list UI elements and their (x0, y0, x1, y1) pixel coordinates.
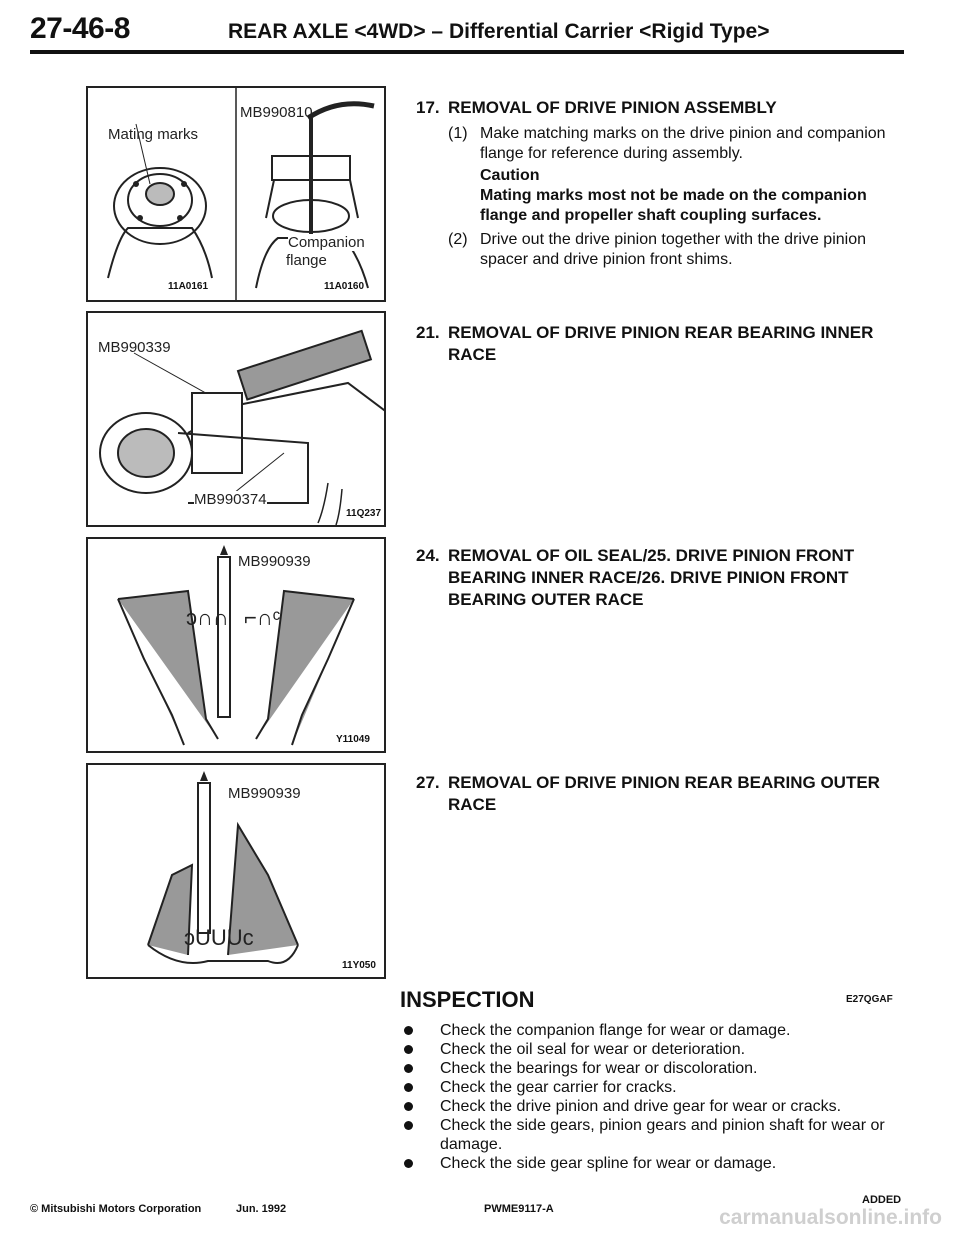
figure-front-bearing-races (86, 537, 386, 753)
section-title: REMOVAL OF DRIVE PINION REAR BEARING OUTER RACE (448, 773, 880, 814)
figure-code: 11A0160 (324, 281, 365, 292)
step-number: (1) (448, 125, 468, 142)
inspection-item-text: Check the side gear spline for wear or damage. (440, 1155, 777, 1172)
bullet-icon (404, 1102, 413, 1111)
watermark: carmanualsonline.info (719, 1206, 942, 1229)
label-companion: Companion (288, 234, 365, 251)
section-number: 27. (416, 773, 440, 792)
step-text: Drive out the drive pinion together with the drive pinion spacer and drive pinion front shims. (480, 231, 866, 268)
figure-code: Y11049 (336, 734, 370, 745)
inspection-item (404, 1040, 909, 1059)
inspection-item (404, 1097, 909, 1116)
inspection-heading: INSPECTION (400, 987, 535, 1012)
caution-text: Mating marks most not be made on the companion flange and propeller shaft coupling surfaces. (480, 187, 867, 224)
label-tool-mb990939: MB990939 (238, 553, 311, 570)
header-rule (30, 50, 904, 54)
inspection-code: E27QGAF (846, 994, 893, 1005)
bullet-icon (404, 1083, 413, 1092)
footer-date: Jun. 1992 (236, 1203, 287, 1215)
figure-code: 11A0161 (168, 281, 209, 292)
bullet-icon (404, 1026, 413, 1035)
figure-companion-flange (86, 86, 386, 302)
label-tool-mb990810: MB990810 (240, 104, 313, 121)
inspection-item (404, 1154, 909, 1173)
label-mating-marks: Mating marks (108, 126, 199, 143)
bullet-icon (404, 1121, 413, 1130)
inspection-item (404, 1078, 909, 1097)
inspection-item-text: Check the gear carrier for cracks. (440, 1079, 677, 1096)
step-2 (448, 230, 903, 270)
section-number: 21. (416, 323, 440, 342)
inspection-item (404, 1021, 909, 1040)
label-tool-mb990374: MB990374 (194, 491, 267, 508)
label-flange: flange (286, 252, 327, 269)
inspection-item-text: Check the side gears, pinion gears and pinion shaft for wear or damage. (440, 1117, 885, 1153)
caution-title: Caution (480, 167, 540, 184)
footer-copyright: © Mitsubishi Motors Corporation (30, 1203, 202, 1215)
label-tool-mb990339: MB990339 (98, 339, 171, 356)
step-text: Make matching marks on the drive pinion and companion flange for reference during assembly. (480, 125, 886, 162)
bullet-icon (404, 1159, 413, 1168)
section-number: 17. (416, 98, 440, 117)
section-title: REMOVAL OF DRIVE PINION REAR BEARING INNER RACE (448, 323, 874, 364)
label-tool-mb990939: MB990939 (228, 785, 301, 802)
page-number: 27-46-8 (30, 12, 130, 45)
inspection-item (404, 1059, 909, 1078)
section-27-title (416, 772, 906, 816)
step-number: (2) (448, 231, 468, 248)
section-17-title (416, 97, 906, 119)
figure-code: 11Y050 (342, 960, 376, 971)
bullet-icon (404, 1064, 413, 1073)
svg-text:ɔUUUc: ɔUUUc (184, 925, 254, 950)
section-number: 24. (416, 546, 440, 565)
figure-code: 11Q237 (346, 508, 382, 519)
inspection-item (404, 1116, 909, 1154)
footer-code: PWME9117-A (484, 1203, 554, 1215)
svg-text:⌐∩ᶜ: ⌐∩ᶜ (244, 605, 281, 630)
section-title: REMOVAL OF OIL SEAL/25. DRIVE PINION FRONT BEARING INNER RACE/26. DRIVE PINION FRONT BEARING OUTER RACE (448, 546, 855, 609)
svg-text:ɔ∩∩: ɔ∩∩ (186, 605, 229, 630)
section-24-title (416, 545, 906, 611)
inspection-item-text: Check the bearings for wear or discoloration. (440, 1060, 758, 1077)
figure-companion-flange-illustration (88, 88, 384, 300)
section-title: REMOVAL OF DRIVE PINION ASSEMBLY (448, 98, 777, 117)
figure-rear-bearing-outer-race (86, 763, 386, 979)
figure-front-bearing-illustration (88, 539, 384, 751)
section-21-title (416, 322, 906, 366)
bullet-icon (404, 1045, 413, 1054)
figure-rear-bearing-inner-race (86, 311, 386, 527)
inspection-item-text: Check the oil seal for wear or deterioration. (440, 1041, 746, 1058)
inspection-item-text: Check the drive pinion and drive gear for wear or cracks. (440, 1098, 842, 1115)
footer-status: ADDED (862, 1194, 902, 1206)
inspection-item-text: Check the companion flange for wear or damage. (440, 1022, 791, 1039)
step-1 (448, 124, 903, 164)
page-title: REAR AXLE <4WD> – Differential Carrier <Rigid Type> (228, 20, 770, 43)
